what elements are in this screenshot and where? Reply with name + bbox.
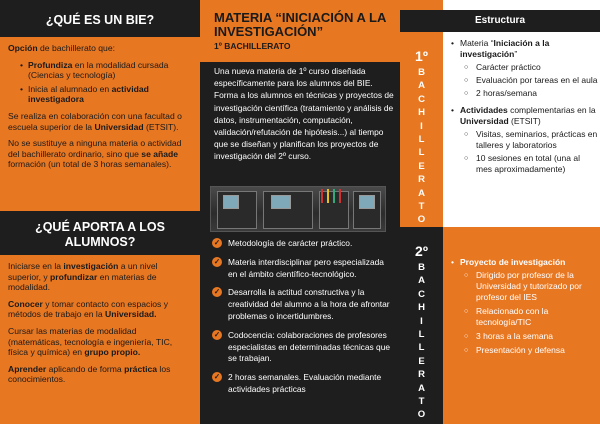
no-substitute-paragraph: No se sustituye a ninguna materia o actividad del bachillerato ordinario, sino que se añade formación (un total de 3 horas semanales). — [8, 138, 182, 170]
list-item: ✓ Metodología de carácter práctico. — [213, 238, 353, 248]
column-what-is-bie — [0, 0, 200, 424]
column-structure — [400, 0, 600, 424]
test-lead — [333, 189, 335, 203]
materia-title: MATERIA “INICIACIÓN A LA INVESTIGACIÓN” — [214, 10, 386, 39]
materia-points-list — [210, 238, 395, 403]
heading-band-what-is — [0, 0, 200, 39]
lab-photo — [210, 186, 386, 232]
sub-list-item: ○ Visitas, seminarios, prácticas en talleres y laboratorios — [460, 129, 598, 151]
first-year-list — [450, 38, 598, 181]
column-materia — [200, 0, 400, 424]
heading-benefits: ¿QUÉ APORTA A LOS ALUMNOS? — [35, 220, 165, 249]
label-column-second — [400, 227, 443, 424]
sub-list-item: ○ 3 horas a la semana — [460, 331, 598, 342]
sub-list-item: ○ Relacionado con la tecnología/TIC — [460, 306, 598, 328]
sub-list-item: ○ Dirigido por profesor de la Universidad y tutorizado por profesor del IES — [460, 270, 598, 303]
structure-first-year — [400, 0, 600, 227]
collaboration-paragraph: Se realiza en colaboración con una facultad o escuela superior de la Universidad (ETSIT). — [8, 110, 182, 132]
checkmark-icon: ✓ — [213, 287, 221, 297]
label-column-first — [400, 0, 443, 227]
test-lead — [339, 189, 341, 203]
bie-bullet-list — [20, 60, 190, 105]
second-year-list — [450, 257, 598, 359]
test-lead — [321, 189, 323, 203]
second-year-label: 2º B A C H I L L E R A T O — [400, 243, 443, 422]
list-item: • Profundiza en la modalidad cursada (Ciencias y tecnología) — [20, 60, 190, 81]
list-item: • Inicia al alumnado en actividad investigadora — [20, 84, 190, 105]
sub-list — [460, 129, 598, 175]
checkmark-icon: ✓ — [213, 256, 221, 266]
structure-header: Estructura — [400, 10, 600, 32]
section-benefits — [0, 257, 200, 424]
sub-list-item: ○ Carácter práctico — [460, 62, 598, 73]
oscilloscope-screen — [359, 195, 375, 209]
oscilloscope-screen — [223, 195, 239, 209]
first-year-label: 1º B A C H I L L E R A T O — [400, 48, 443, 227]
list-item: • Proyecto de investigación ○ Dirigido por profesor de la Universidad y tutorizado por profesor del IES ○ Relacionado con la tecnología/TIC ○ 3 horas a la semana ○ Presentación y defensa — [450, 257, 598, 356]
opcion-paragraph — [8, 43, 190, 54]
sub-list-item: ○ Presentación y defensa — [460, 345, 598, 356]
benefit-paragraph: Conocer y tomar contacto con espacios y métodos de trabajo en la Universidad. — [8, 298, 169, 320]
list-item: ✓ Codocencia: colaboraciones de profesores especialistas en determinadas técnicas que se trabajan. — [213, 329, 391, 364]
list-item: • Materia “Iniciación a la investigación” ○ Carácter práctico ○ Evaluación por tareas en el aula ○ 2 horas/semana — [450, 38, 598, 99]
second-year-number: 2º — [415, 243, 428, 259]
benefit-paragraph: Aprender aplicando de forma práctica los conocimientos. — [8, 363, 171, 385]
list-item: • Actividades complementarias en la Universidad (ETSIT) ○ Visitas, seminarios, prácticas en talleres y laboratorios ○ 10 sesiones en total (una al mes aproximadamente) — [450, 105, 598, 175]
materia-intro: Una nueva materia de 1º curso diseñada específicamente para los alumnos del BIE. Forma a los alumnos en técnicas y proyectos de investigación científica (tratamiento y análisis de datos, instrumentación, computación, validación/refutación de hipótesis...) al tiempo que se diseñan y planifican los proyectos de investigación del 2º curso. — [214, 66, 394, 162]
materia-header — [200, 0, 400, 62]
first-year-number: 1º — [415, 48, 428, 64]
opcion-text: de bachillerato que: — [37, 43, 116, 53]
heading-what-is-bie: ¿QUÉ ES UN BIE? — [45, 13, 155, 27]
opcion-bold: Opción — [8, 43, 38, 53]
test-lead — [327, 189, 329, 203]
checkmark-icon: ✓ — [213, 238, 221, 247]
sub-list-item: ○ 10 sesiones en total (una al mes aproximadamente) — [460, 153, 598, 175]
list-item: ✓ 2 horas semanales. Evaluación mediante actividades prácticas — [213, 372, 382, 394]
list-item: ✓ Materia interdisciplinar pero especializada en el ámbito científico-tecnológico. — [213, 256, 384, 279]
sub-list-item: ○ 2 horas/semana — [460, 88, 598, 99]
list-item: ✓ Desarrolla la actitud constructiva y la creatividad del alumno a la hora de afrontar problemas o incertidumbres. — [213, 287, 390, 321]
benefit-paragraph: Iniciarse en la investigación a un nivel superior, y profundizar en materias de modalidad. — [8, 261, 158, 293]
sub-list — [460, 62, 598, 99]
sub-list-item: ○ Evaluación por tareas en el aula — [460, 75, 598, 86]
oscilloscope-screen — [271, 195, 291, 209]
benefit-paragraph: Cursar las materias de modalidad (matemáticas, tecnología e ingeniería, TIC, física y química) en grupo propio. — [8, 325, 173, 358]
heading-band-benefits — [0, 211, 200, 257]
structure-second-year — [400, 227, 600, 424]
sub-list — [460, 270, 598, 356]
section-what-is-bie — [0, 39, 200, 211]
checkmark-icon: ✓ — [213, 329, 221, 339]
materia-subtitle: 1º BACHILLERATO — [214, 41, 291, 51]
checkmark-icon: ✓ — [213, 372, 221, 382]
